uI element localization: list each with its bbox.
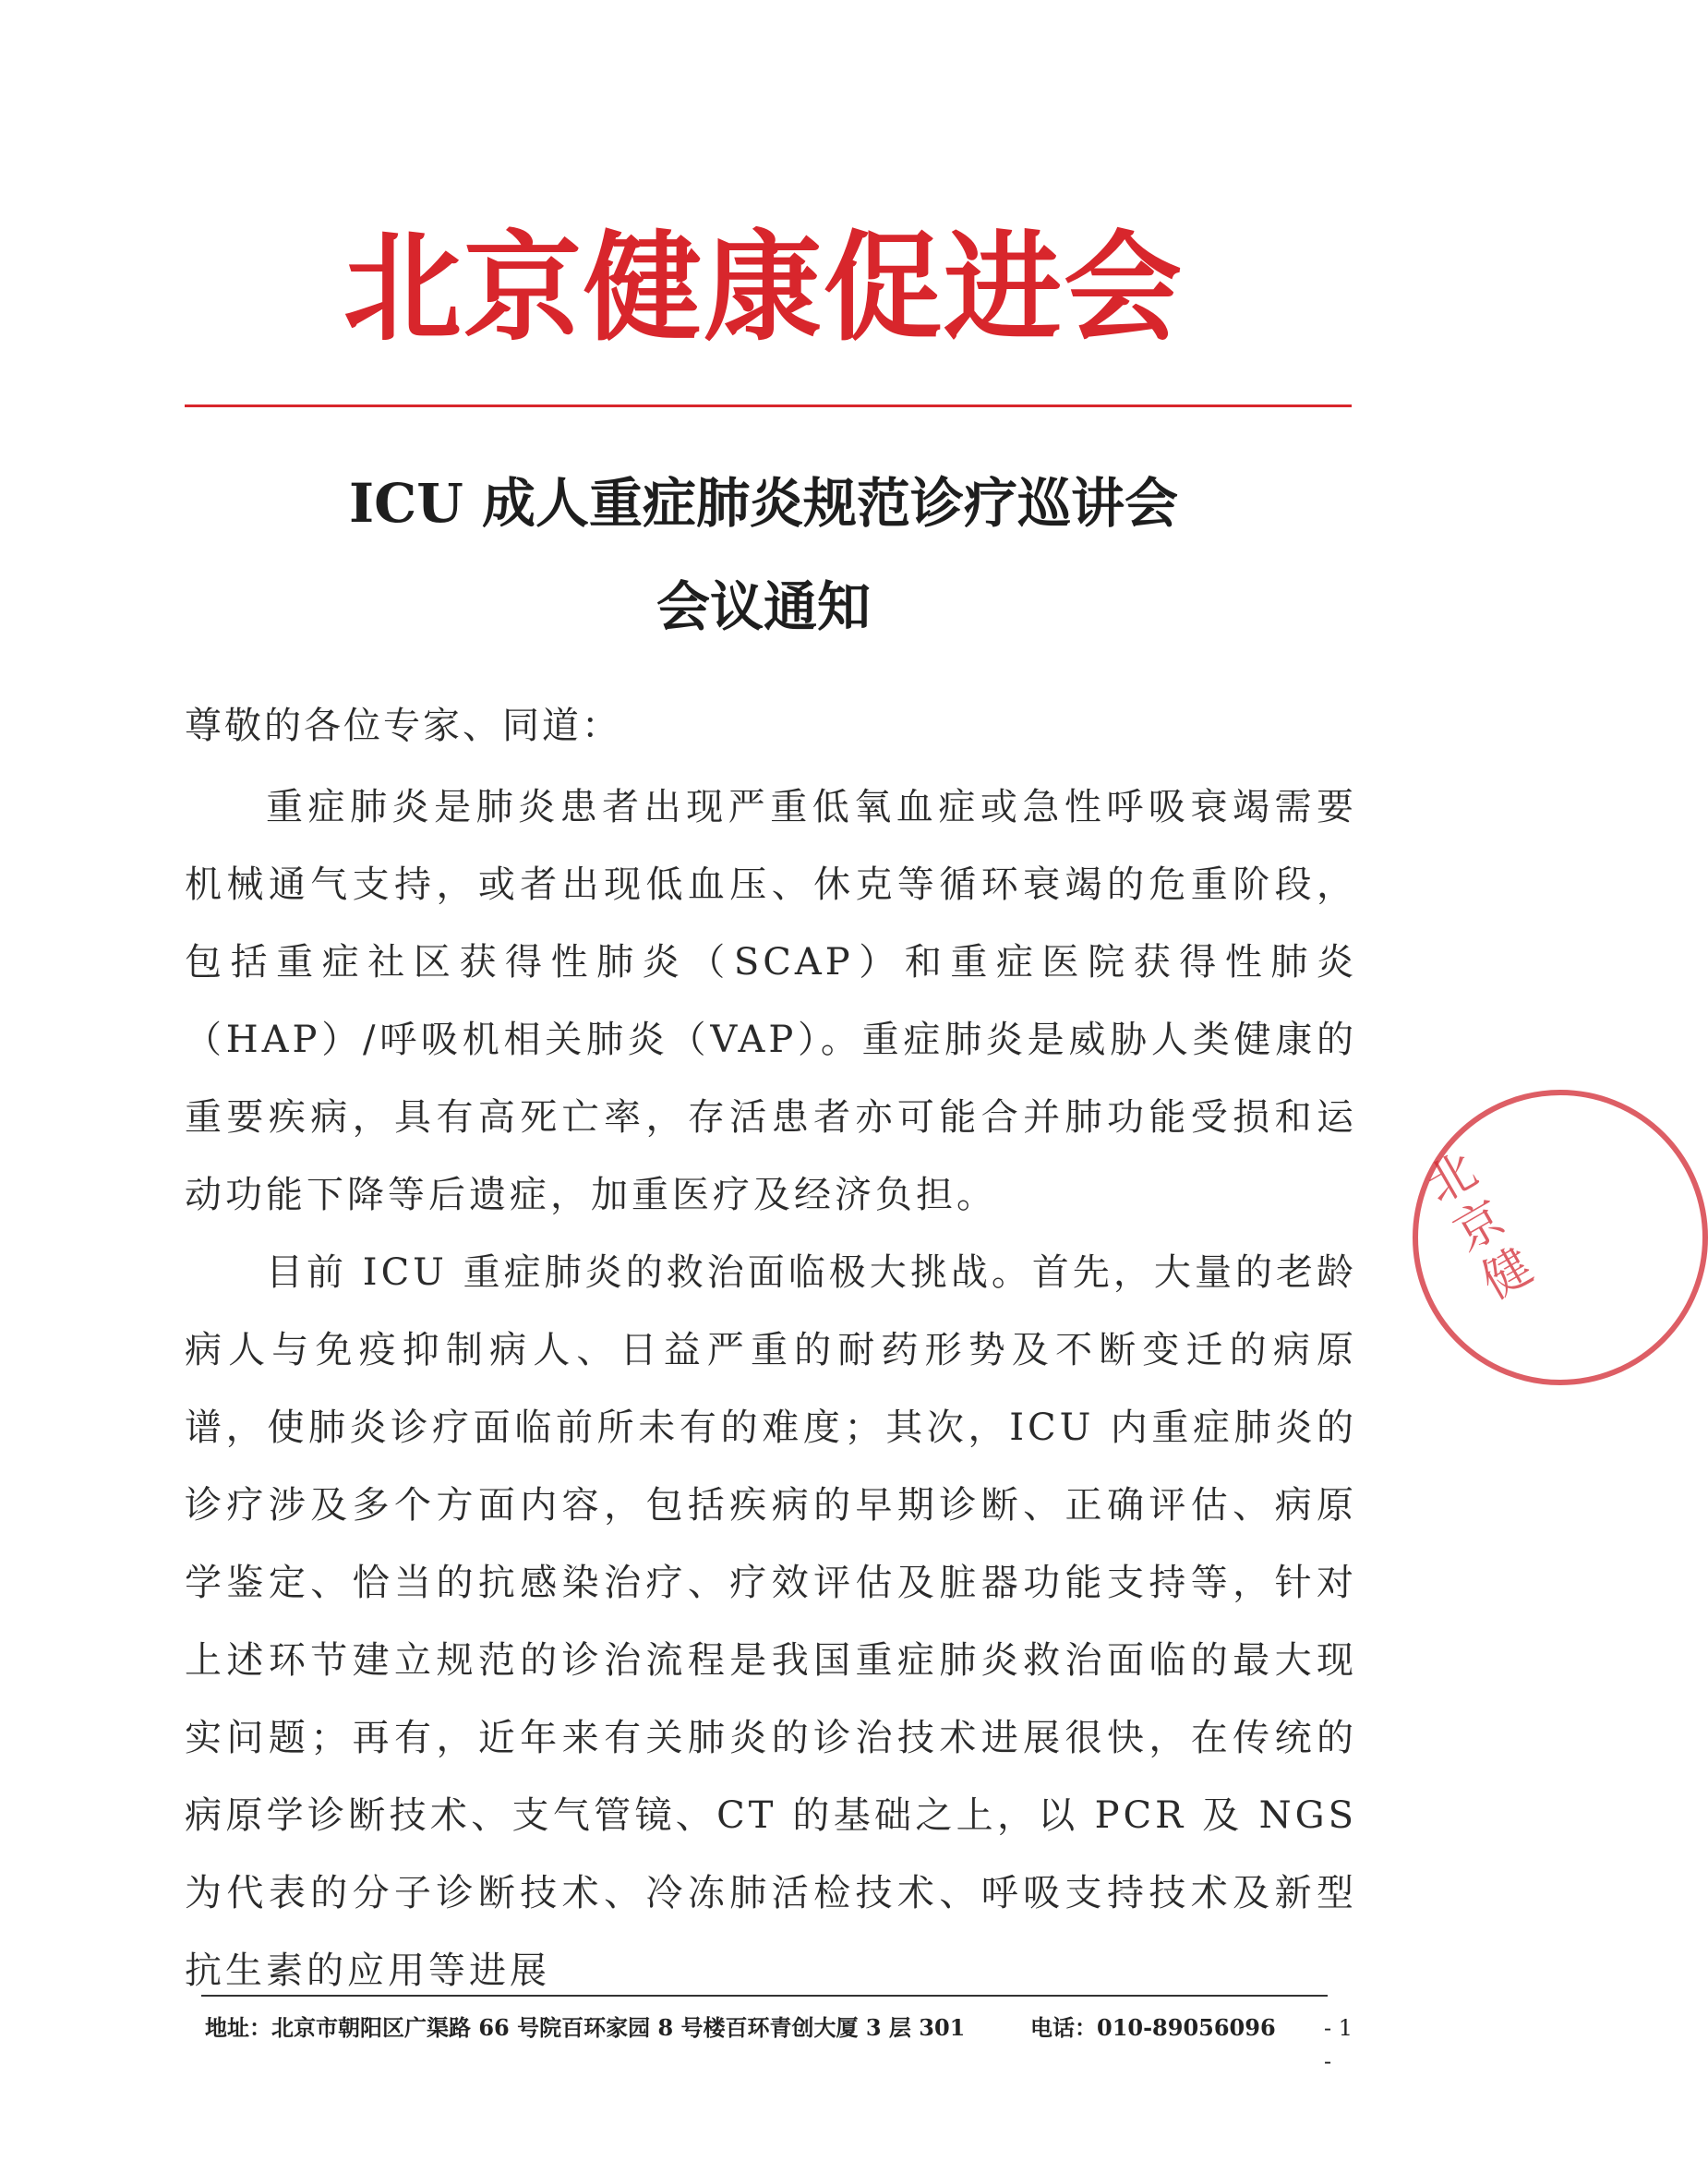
org-header-title: 北京健康促进会 xyxy=(343,220,1184,357)
document-title: ICU 成人重症肺炎规范诊疗巡讲会 xyxy=(348,472,1179,535)
page-number: - 1 - xyxy=(1324,2015,1353,2074)
salutation: 尊敬的各位专家、同道： xyxy=(185,705,621,747)
official-seal-stamp xyxy=(1413,1090,1708,1385)
body-paragraph-2: 目前 ICU 重症肺炎的救治面临极大挑战。首先，大量的老龄病人与免疫抑制病人、日益严重的耐药形势及不断变迁的病原谱，使肺炎诊疗面临前所未有的难度；其次，ICU 内重症肺炎的诊疗涉及多个方面内容，包括疾病的早期诊断、正确评估、病原学鉴定、恰当的抗感染治疗、疗效评估及脏器功能支持等，针对上述环节建立规范的诊治流程是我国重症肺炎救治面临的最大现实问题；再有，近年来有关肺炎的诊治技术进展很快，在传统的病原学诊断技术、支气管镜、CT 的基础之上，以 PCR 及 NGS 为代表的分子诊断技术、冷冻肺活检技术、呼吸支持技术及新型抗生素的应用等进展 xyxy=(185,1251,1357,1992)
seal-text: 北京健 xyxy=(1417,1142,1543,1310)
header-divider xyxy=(185,404,1352,407)
footer-divider xyxy=(201,1995,1328,1997)
footer-address: 地址：北京市朝阳区广渠路 66 号院百环家园 8 号楼百环青创大厦 3 层 301 xyxy=(205,2014,966,2041)
body-paragraph-1: 重症肺炎是肺炎患者出现严重低氧血症或急性呼吸衰竭需要机械通气支持，或者出现低血压、休克等循环衰竭的危重阶段，包括重症社区获得性肺炎（SCAP）和重症医院获得性肺炎（HAP）/呼吸机相关肺炎（VAP）。重症肺炎是威胁人类健康的重要疾病，具有高死亡率，存活患者亦可能合并肺功能受损和运动功能下降等后遗症，加重医疗及经济负担。 xyxy=(185,786,1357,1216)
footer-phone: 电话：010-89056096 xyxy=(1030,2014,1276,2041)
document-subtitle: 会议通知 xyxy=(656,575,871,638)
